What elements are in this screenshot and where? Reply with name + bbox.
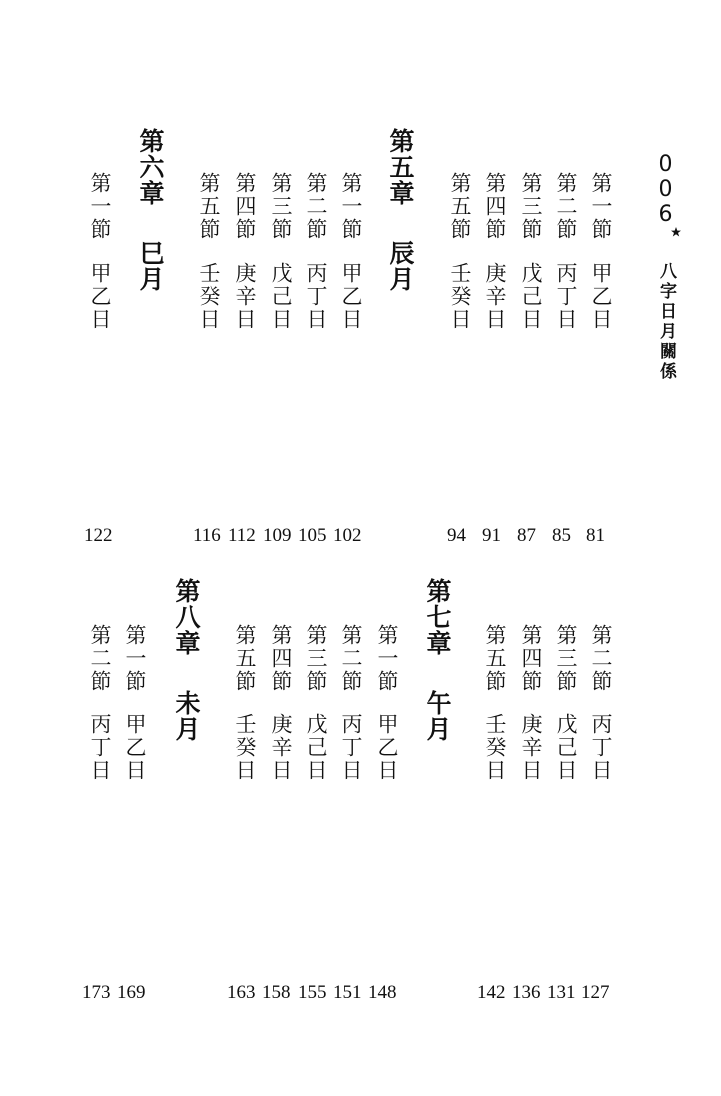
chapter-month: 午月 xyxy=(423,690,452,742)
page-ref: 148 xyxy=(368,982,397,1003)
section-days: 戊己日 xyxy=(269,262,293,331)
chapter-month: 未月 xyxy=(172,690,201,742)
page-ref: 102 xyxy=(333,525,362,546)
page-ref: 163 xyxy=(227,982,256,1003)
section-label: 第二節 xyxy=(304,172,328,241)
section-label: 第四節 xyxy=(519,624,543,693)
section-label: 第五節 xyxy=(233,624,257,693)
chapter-title: 第六章 xyxy=(136,128,165,206)
page-ref: 127 xyxy=(581,982,610,1003)
page-ref: 81 xyxy=(586,525,605,546)
section-days: 庚辛日 xyxy=(483,262,507,331)
page-ref: 131 xyxy=(547,982,576,1003)
section-days: 甲乙日 xyxy=(589,262,613,331)
page-ref: 105 xyxy=(298,525,327,546)
chapter-title: 第八章 xyxy=(172,578,201,656)
section-days: 丙丁日 xyxy=(554,262,578,331)
page-ref: 173 xyxy=(82,982,111,1003)
running-header-title: 八字日月關係 xyxy=(656,262,676,382)
section-label: 第三節 xyxy=(554,624,578,693)
section-days: 丙丁日 xyxy=(589,713,613,782)
section-days: 甲乙日 xyxy=(88,262,112,331)
section-label: 第二節 xyxy=(554,172,578,241)
section-label: 第二節 xyxy=(589,624,613,693)
page-ref: 122 xyxy=(84,525,113,546)
section-label: 第一節 xyxy=(123,624,147,693)
section-days: 壬癸日 xyxy=(197,262,221,331)
section-days: 甲乙日 xyxy=(375,713,399,782)
chapter-month: 巳月 xyxy=(136,240,165,292)
section-days: 甲乙日 xyxy=(123,713,147,782)
section-label: 第四節 xyxy=(269,624,293,693)
section-days: 庚辛日 xyxy=(519,713,543,782)
section-days: 丙丁日 xyxy=(339,713,363,782)
page-ref: 169 xyxy=(117,982,146,1003)
section-label: 第五節 xyxy=(448,172,472,241)
page-ref: 85 xyxy=(552,525,571,546)
section-days: 戊己日 xyxy=(304,713,328,782)
page-ref: 116 xyxy=(193,525,221,546)
chapter-title: 第五章 xyxy=(386,128,415,206)
section-days: 丙丁日 xyxy=(304,262,328,331)
chapter-title: 第七章 xyxy=(423,578,452,656)
section-label: 第三節 xyxy=(269,172,293,241)
section-days: 戊己日 xyxy=(519,262,543,331)
section-label: 第三節 xyxy=(519,172,543,241)
section-label: 第五節 xyxy=(197,172,221,241)
section-days: 丙丁日 xyxy=(88,713,112,782)
section-days: 庚辛日 xyxy=(269,713,293,782)
page-ref: 87 xyxy=(517,525,536,546)
section-days: 甲乙日 xyxy=(339,262,363,331)
section-days: 庚辛日 xyxy=(233,262,257,331)
section-label: 第二節 xyxy=(88,624,112,693)
page-ref: 151 xyxy=(333,982,362,1003)
crescent-moon-star-icon xyxy=(652,222,684,252)
section-label: 第二節 xyxy=(339,624,363,693)
page-number: 006 xyxy=(653,152,678,227)
section-label: 第四節 xyxy=(483,172,507,241)
page-ref: 136 xyxy=(512,982,541,1003)
section-label: 第五節 xyxy=(483,624,507,693)
section-label: 第三節 xyxy=(304,624,328,693)
section-days: 壬癸日 xyxy=(483,713,507,782)
section-label: 第一節 xyxy=(589,172,613,241)
section-days: 壬癸日 xyxy=(448,262,472,331)
section-days: 戊己日 xyxy=(554,713,578,782)
section-label: 第一節 xyxy=(88,172,112,241)
page-ref: 112 xyxy=(228,525,256,546)
section-label: 第一節 xyxy=(339,172,363,241)
section-label: 第一節 xyxy=(375,624,399,693)
chapter-month: 辰月 xyxy=(386,240,415,292)
page-ref: 142 xyxy=(477,982,506,1003)
page-ref: 155 xyxy=(298,982,327,1003)
page-ref: 158 xyxy=(262,982,291,1003)
page-ref: 94 xyxy=(447,525,466,546)
section-days: 壬癸日 xyxy=(233,713,257,782)
section-label: 第四節 xyxy=(233,172,257,241)
page-ref: 109 xyxy=(263,525,292,546)
page-ref: 91 xyxy=(482,525,501,546)
